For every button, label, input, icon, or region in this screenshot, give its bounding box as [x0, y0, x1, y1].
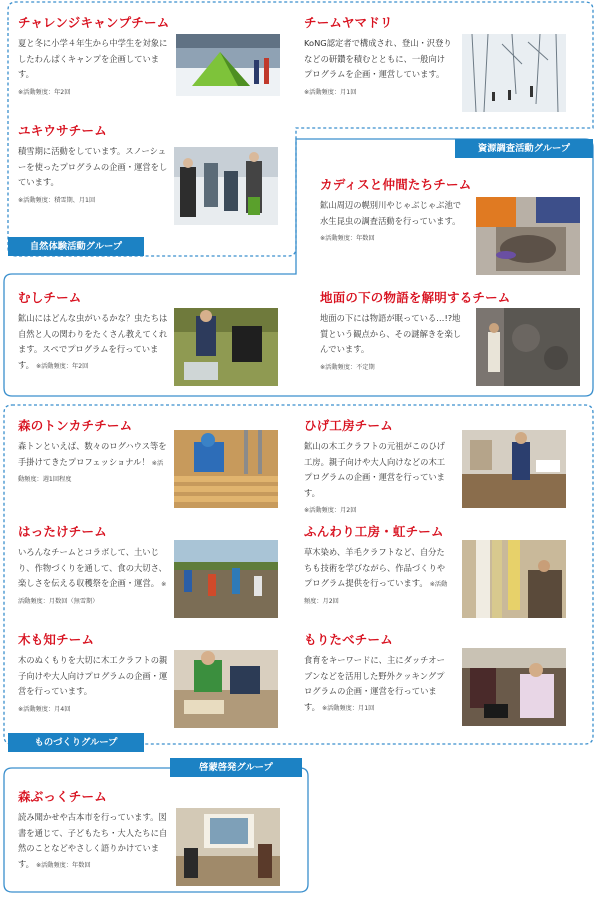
snowshoe-group-photo — [174, 147, 278, 225]
enlighten-group-label: 啓蒙啓発グループ — [170, 758, 302, 777]
team-title: チームヤマドリ — [304, 15, 393, 30]
team-hattake — [18, 522, 168, 609]
team-mushi — [18, 288, 168, 374]
team-description: いろんなチームとコラボして、土いじり、作物づくりを通して、食の大切さ、楽しさを伝える収穫祭を企画・運営。 ※活動頻度：月数回（無雪期） — [18, 547, 167, 605]
team-description: 鉱山の木工クラフトの元祖がこのひげ工房。親子向けや大人向けなどの木工プログラムの企画・運営を行っています。 ※活動頻度：月2回 — [304, 439, 449, 519]
team-frequency: ※活動頻度：年2回 — [35, 362, 89, 370]
team-description: 夏と冬に小学４年生から中学生を対象にしたわんぱくキャンプを企画しています。 ※活動頻度：年2回 — [18, 36, 168, 100]
woodshop-photo — [462, 430, 566, 508]
dyed-cloth-photo — [462, 540, 566, 618]
team-description: 食育をキーワードに、主にダッチオーブンなどを活用した野外クッキングプログラムの企画・運営を行っています。 ※活動頻度：月1回 — [304, 655, 445, 712]
team-challenge — [18, 13, 169, 100]
team-title: 森ぶっくチーム — [18, 789, 107, 804]
team-title: 木も知チーム — [18, 632, 95, 647]
craft-group-label: ものづくりグループ — [8, 733, 144, 752]
team-description: 草木染め、羊毛クラフトなど、自分たちも技術を学びながら、作品づくりやプログラム提供を行っています。 ※活動頻度：月2回 — [304, 547, 448, 605]
team-title: はったけチーム — [18, 524, 107, 539]
team-frequency: ※活動頻度：積雪期、月1回 — [18, 196, 96, 204]
team-title: ひげ工房チーム — [304, 418, 393, 433]
team-moritabe — [304, 630, 449, 716]
story-reading-photo — [176, 808, 280, 886]
team-description: 木のぬくもりを大切に木工クラフトの親子向けや大人向けプログラムの企画・運営を行っています。 ※活動頻度：月4回 — [18, 653, 168, 717]
team-title: ふんわり工房・虹チーム — [304, 524, 444, 539]
team-description: 地面の下には物語が眠っている…!?地質という観点から、その謎解きを楽しんでいます。 ※活動頻度：不定期 — [320, 311, 468, 375]
team-frequency: ※活動頻度：年数回 — [320, 235, 375, 242]
team-hige — [304, 416, 449, 519]
team-caddis — [320, 175, 471, 247]
team-description: KoNG認定者で構成され、登山・沢登りなどの研鑽を積むとともに、一般向けプログラムを企画・運営しています。 ※活動頻度：月1回 — [304, 36, 452, 100]
team-description: 鉱山周辺の幌別川やじゃぶじゃぶ池で水生昆虫の調査活動を行っています。 ※活動頻度：年数回 — [320, 198, 468, 247]
snow-forest-hikers-photo — [462, 34, 566, 112]
team-title: チャレンジキャンプチーム — [18, 15, 170, 30]
camp-tent-photo — [176, 34, 280, 96]
carpentry-photo — [174, 430, 278, 508]
team-description: 積雪期に活動をしています。スノーシューを使ったプログラムの企画・運営をしています。 ※活動頻度：積雪期、月1回 — [18, 144, 168, 208]
resource-group-label: 資源調査活動グループ — [455, 139, 593, 158]
team-yamadori — [304, 13, 452, 100]
team-description: 森トンといえば、数々のログハウス等を手掛けてきたプロフェッショナル！ ※活動頻度：週1回程度 — [18, 441, 167, 483]
team-frequency: ※活動頻度：月数回（無雪期） — [18, 581, 167, 605]
team-frequency: ※活動頻度：月1回 — [321, 704, 375, 712]
nature-group-label: 自然体験活動グループ — [8, 237, 144, 256]
team-frequency: ※活動頻度：月1回 — [304, 88, 357, 96]
team-funwari — [304, 522, 449, 609]
team-title: ユキウサチーム — [18, 123, 107, 138]
insect-sampling-photo — [476, 197, 580, 275]
team-frequency: ※活動頻度：年2回 — [18, 88, 71, 96]
team-yukiusa — [18, 121, 168, 208]
team-description: 鉱山にはどんな虫がいるかな？虫たちは自然と人の関わりをたくさん教えてくれます。スペでプログラムを行っています。 ※活動頻度：年2回 — [18, 313, 168, 370]
team-frequency: ※活動頻度：不定期 — [320, 363, 375, 371]
team-title: カディスと仲間たちチーム — [320, 177, 472, 192]
team-morizukku — [18, 787, 168, 873]
team-frequency: ※活動頻度：週1回程度 — [18, 459, 164, 483]
team-frequency: ※活動頻度：月2回 — [304, 581, 448, 605]
wood-craft-photo — [174, 650, 278, 728]
team-frequency: ※活動頻度：年数回 — [35, 861, 91, 869]
team-description: 読み聞かせや古本市を行っています。図書を通じて、子どもたち・大人たちに自然のことなどやさしく語りかけています。 ※活動頻度：年数回 — [18, 812, 168, 869]
team-title: 地面の下の物語を解明するチーム — [320, 290, 511, 305]
bug-hunting-photo — [174, 308, 278, 386]
field-harvest-photo — [174, 540, 278, 618]
team-title: もりたべチーム — [304, 632, 393, 647]
team-title: むしチーム — [18, 290, 82, 305]
team-title: 森のトンカチチーム — [18, 418, 133, 433]
team-frequency: ※活動頻度：月4回 — [18, 705, 71, 713]
team-kimochi — [18, 630, 168, 717]
team-tonkachi — [18, 416, 168, 488]
team-frequency: ※活動頻度：月2回 — [304, 507, 357, 514]
rock-face-photo — [476, 308, 580, 386]
outdoor-cooking-photo — [462, 648, 566, 726]
